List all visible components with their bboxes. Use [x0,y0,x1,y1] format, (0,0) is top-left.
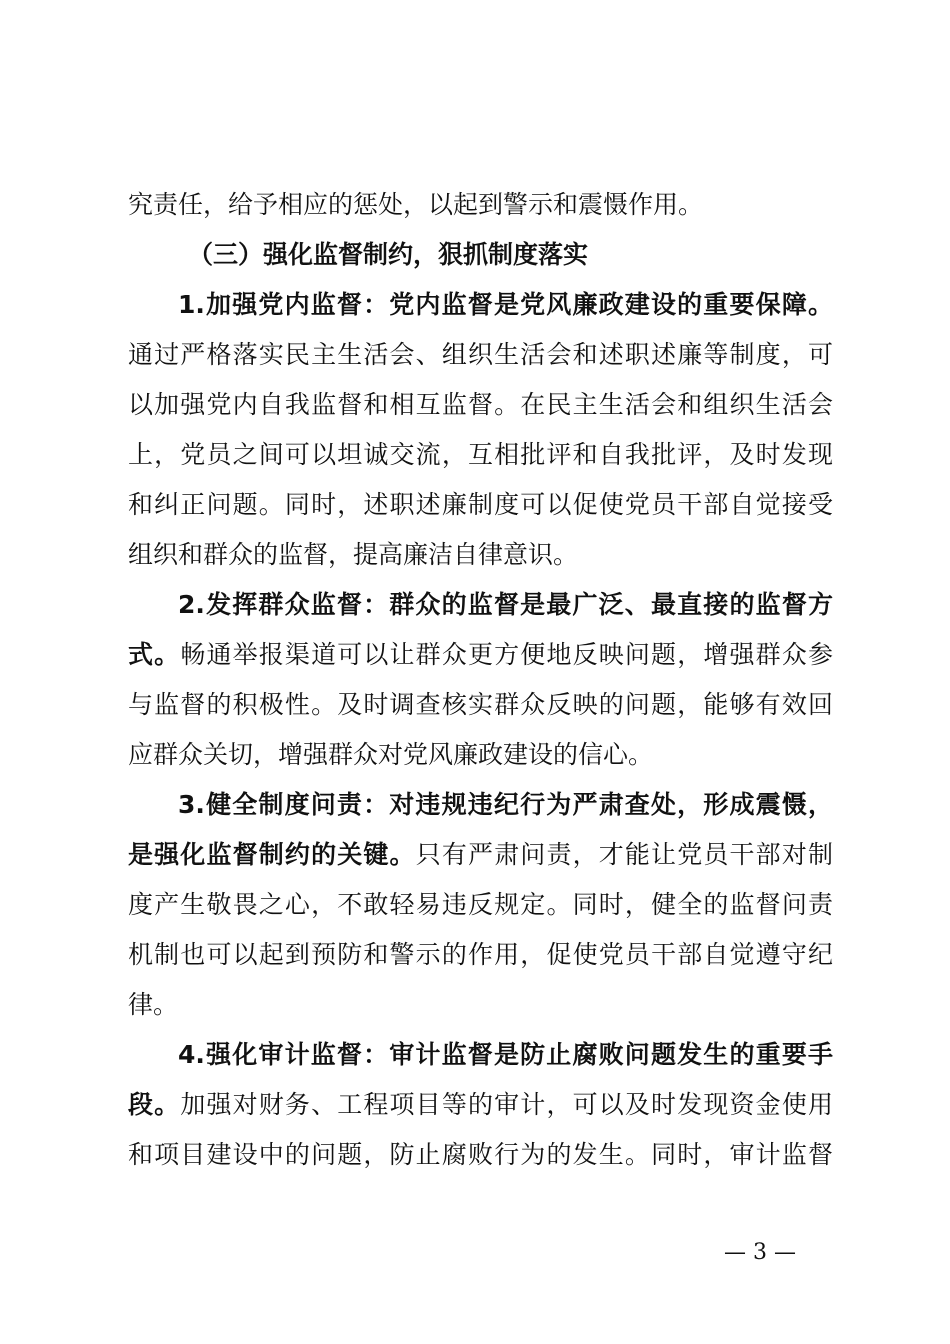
paragraph-line: 段。加强对财务、工程项目等的审计，可以及时发现资金使用 [128,1090,833,1119]
paragraph-line: 以加强党内自我监督和相互监督。在民主生活会和组织生活会 [128,390,833,419]
paragraph-line: 究责任，给予相应的惩处，以起到警示和震慑作用。 [128,190,704,219]
paragraph-line: 组织和群众的监督，提高廉洁自律意识。 [128,540,579,569]
paragraph-line: 度产生敬畏之心，不敢轻易违反规定。同时，健全的监督问责 [128,890,833,919]
paragraph-line: 机制也可以起到预防和警示的作用，促使党员干部自觉遵守纪 [128,940,833,969]
paragraph-line: 上，党员之间可以坦诚交流，互相批评和自我批评，及时发现 [128,440,833,469]
paragraph-line: 通过严格落实民主生活会、组织生活会和述职述廉等制度，可 [128,340,833,369]
item-heading-2: 2.发挥群众监督：群众的监督是最广泛、最直接的监督方 [178,590,833,619]
section-heading: （三）强化监督制约，狠抓制度落实 [188,240,589,269]
page-number: — 3 — [724,1240,796,1265]
paragraph-line: 和纠正问题。同时，述职述廉制度可以促使党员干部自觉接受 [128,490,833,519]
item-heading-4: 4.强化审计监督：审计监督是防止腐败问题发生的重要手 [178,1040,833,1069]
paragraph-line: 律。 [128,990,179,1019]
paragraph-line: 是强化监督制约的关键。只有严肃问责，才能让党员干部对制 [128,840,833,869]
paragraph-line: 式。畅通举报渠道可以让群众更方便地反映问题，增强群众参 [128,640,833,669]
paragraph-line: 和项目建设中的问题，防止腐败行为的发生。同时，审计监督 [128,1140,833,1169]
item-heading-3: 3.健全制度问责：对违规违纪行为严肃查处，形成震慑， [178,790,833,819]
item-heading-1: 1.加强党内监督：党内监督是党风廉政建设的重要保障。 [178,290,833,319]
paragraph-line: 与监督的积极性。及时调查核实群众反映的问题，能够有效回 [128,690,833,719]
paragraph-line: 应群众关切，增强群众对党风廉政建设的信心。 [128,740,654,769]
